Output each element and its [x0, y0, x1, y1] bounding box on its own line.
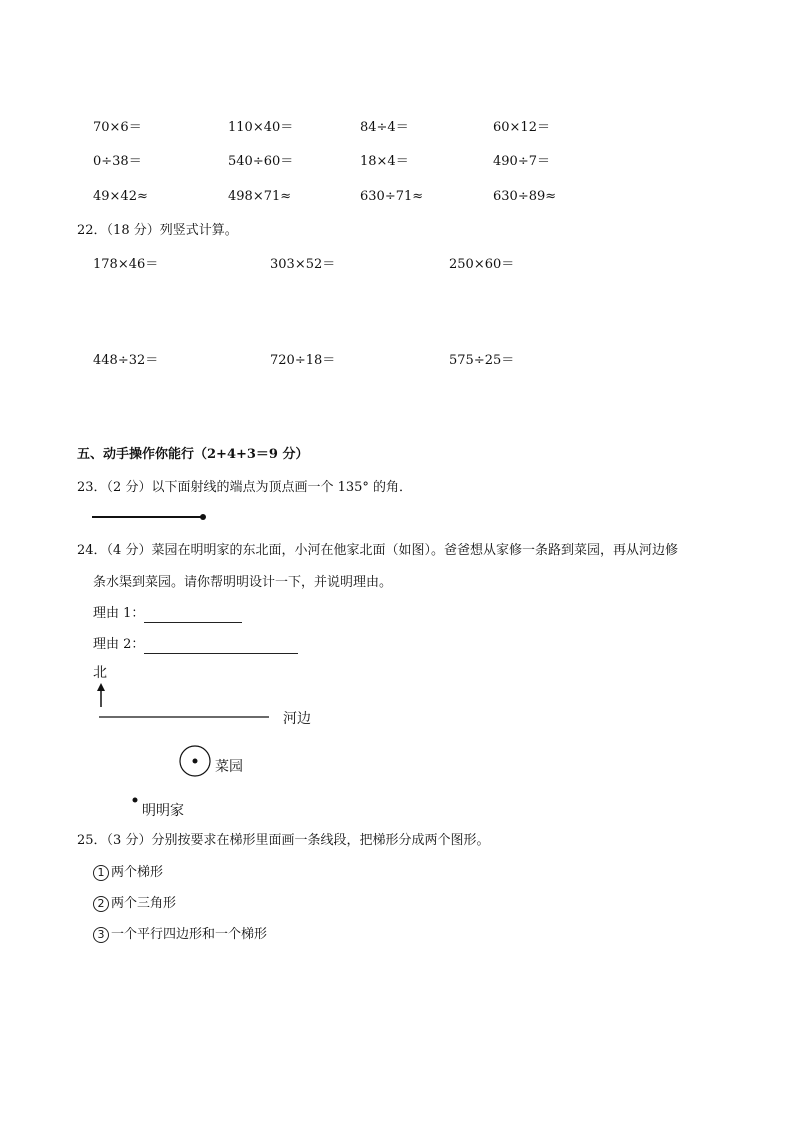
math-item: 70×6＝ [93, 120, 142, 135]
reason-2 [93, 636, 298, 654]
vertical-calc-item: 303×52＝ [270, 257, 336, 272]
home-dot-icon [131, 796, 139, 804]
north-label: 北 [93, 665, 107, 681]
reason-2-label: 理由 2： [93, 637, 145, 652]
ray-endpoint [200, 514, 206, 520]
question-22-title: 22．（18 分）列竖式计算。 [77, 223, 238, 238]
reason-1 [93, 605, 242, 623]
north-arrow-icon [94, 682, 108, 708]
reason-2-blank[interactable] [144, 639, 298, 654]
river-label: 河边 [283, 711, 311, 727]
math-item: 630÷71≈ [360, 189, 424, 204]
question-23-title: 23．（2 分）以下面射线的端点为顶点画一个 135° 的角． [77, 480, 413, 495]
home-label: 明明家 [142, 803, 184, 819]
vertical-calc-item: 178×46＝ [93, 257, 159, 272]
section-5-title: 五、动手操作你能行（2+4+3＝9 分） [77, 447, 309, 462]
math-item: 0÷38＝ [93, 154, 142, 169]
math-item: 60×12＝ [493, 120, 550, 135]
math-item: 18×4＝ [360, 154, 409, 169]
math-item: 630÷89≈ [493, 189, 557, 204]
option-2-mark: 2 [93, 896, 109, 912]
vertical-calc-item: 720÷18＝ [270, 353, 336, 368]
vertical-calc-item: 448÷32＝ [93, 353, 159, 368]
math-item: 540÷60＝ [228, 154, 294, 169]
river-line [98, 715, 272, 719]
math-item: 110×40＝ [228, 120, 294, 135]
option-3-mark: 3 [93, 927, 109, 943]
math-item: 49×42≈ [93, 189, 148, 204]
question-24-line1: 24．（4 分）菜园在明明家的东北面，小河在他家北面（如图）。爸爸想从家修一条路到菜园，再从河边修 [77, 543, 678, 558]
option-1 [93, 864, 163, 882]
question-25-title: 25．（3 分）分别按要求在梯形里面画一条线段，把梯形分成两个图形。 [77, 833, 490, 848]
option-1-mark: 1 [93, 865, 109, 881]
option-2 [93, 895, 176, 913]
reason-1-label: 理由 1： [93, 606, 145, 621]
math-item: 490÷7＝ [493, 154, 550, 169]
vertical-calc-item: 575÷25＝ [449, 353, 515, 368]
option-2-text: 两个三角形 [111, 896, 177, 911]
math-item: 84÷4＝ [360, 120, 409, 135]
option-3 [93, 926, 267, 944]
question-24-line2: 条水渠到菜园。请你帮明明设计一下，并说明理由。 [93, 575, 393, 590]
garden-marker-icon [178, 744, 212, 778]
option-3-text: 一个平行四边形和一个梯形 [111, 927, 268, 942]
reason-1-blank[interactable] [144, 608, 242, 623]
math-item: 498×71≈ [228, 189, 292, 204]
garden-label: 菜园 [215, 759, 243, 775]
option-1-text: 两个梯形 [111, 865, 164, 880]
vertical-calc-item: 250×60＝ [449, 257, 515, 272]
ray-figure [90, 510, 210, 524]
